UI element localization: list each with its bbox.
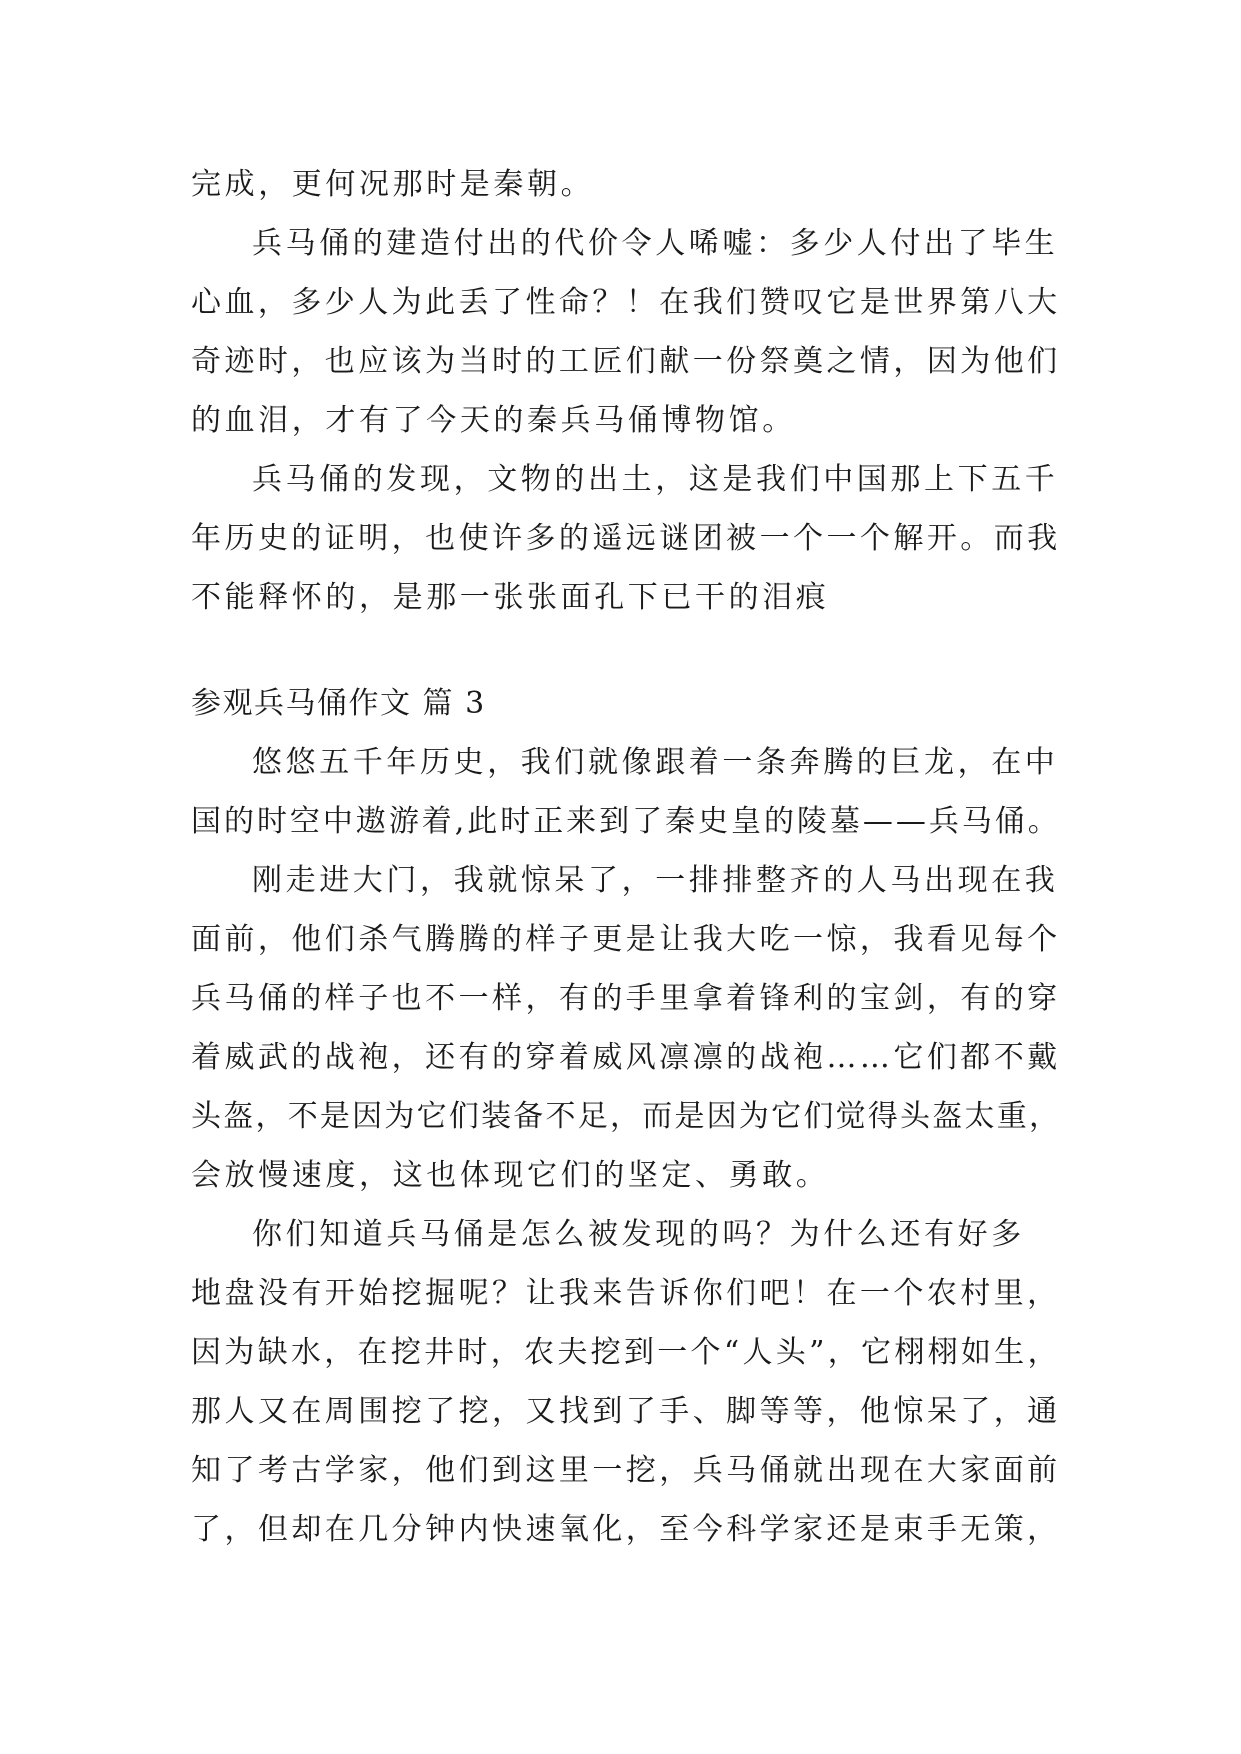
paragraph-first-line: 兵马俑的发现，文物的出土，这是我们中国那上下五千: [252, 462, 1059, 497]
text-line: 知了考古学家，他们到这里一挖，兵马俑就出现在大家面前: [191, 1453, 1061, 1488]
text-line: 了，但却在几分钟内快速氧化，至今科学家还是束手无策，: [191, 1512, 1061, 1547]
text-line: 面前，他们杀气腾腾的样子更是让我大吃一惊，我看见每个: [191, 922, 1061, 957]
paragraph-first-line: 兵马俑的建造付出的代价令人唏嘘：多少人付出了毕生: [252, 226, 1059, 261]
text-line: 国的时空中遨游着,此时正来到了秦史皇的陵墓——兵马俑。: [191, 804, 1061, 839]
text-line: 完成，更何况那时是秦朝。: [191, 167, 595, 202]
text-line: 着威武的战袍，还有的穿着威风凛凛的战袍……它们都不戴: [191, 1040, 1061, 1075]
text-line: 年历史的证明，也使许多的遥远谜团被一个一个解开。而我: [191, 521, 1061, 556]
text-line: 的血泪，才有了今天的秦兵马俑博物馆。: [191, 403, 796, 438]
section-title: 参观兵马俑作文 篇 3: [191, 686, 486, 721]
text-line: 不能释怀的，是那一张张面孔下已干的泪痕: [191, 580, 830, 615]
text-line: 心血，多少人为此丢了性命？！在我们赞叹它是世界第八大: [191, 285, 1061, 320]
text-line: 会放慢速度，这也体现它们的坚定、勇敢。: [191, 1158, 830, 1193]
text-line: 头盔，不是因为它们装备不足，而是因为它们觉得头盔太重，: [191, 1099, 1062, 1134]
text-line: 地盘没有开始挖掘呢？让我来告诉你们吧！在一个农村里，: [191, 1276, 1061, 1311]
text-line: 奇迹时，也应该为当时的工匠们献一份祭奠之情，因为他们: [191, 344, 1061, 379]
text-line: 因为缺水，在挖井时，农夫挖到一个“人头”，它栩栩如生，: [191, 1335, 1061, 1370]
paragraph-first-line: 你们知道兵马俑是怎么被发现的吗？为什么还有好多: [252, 1217, 1025, 1252]
paragraph-first-line: 悠悠五千年历史，我们就像跟着一条奔腾的巨龙，在中: [252, 745, 1059, 780]
text-line: 那人又在周围挖了挖，又找到了手、脚等等，他惊呆了，通: [191, 1394, 1061, 1429]
paragraph-first-line: 刚走进大门，我就惊呆了，一排排整齐的人马出现在我: [252, 863, 1059, 898]
text-line: 兵马俑的样子也不一样，有的手里拿着锋利的宝剑，有的穿: [191, 981, 1061, 1016]
